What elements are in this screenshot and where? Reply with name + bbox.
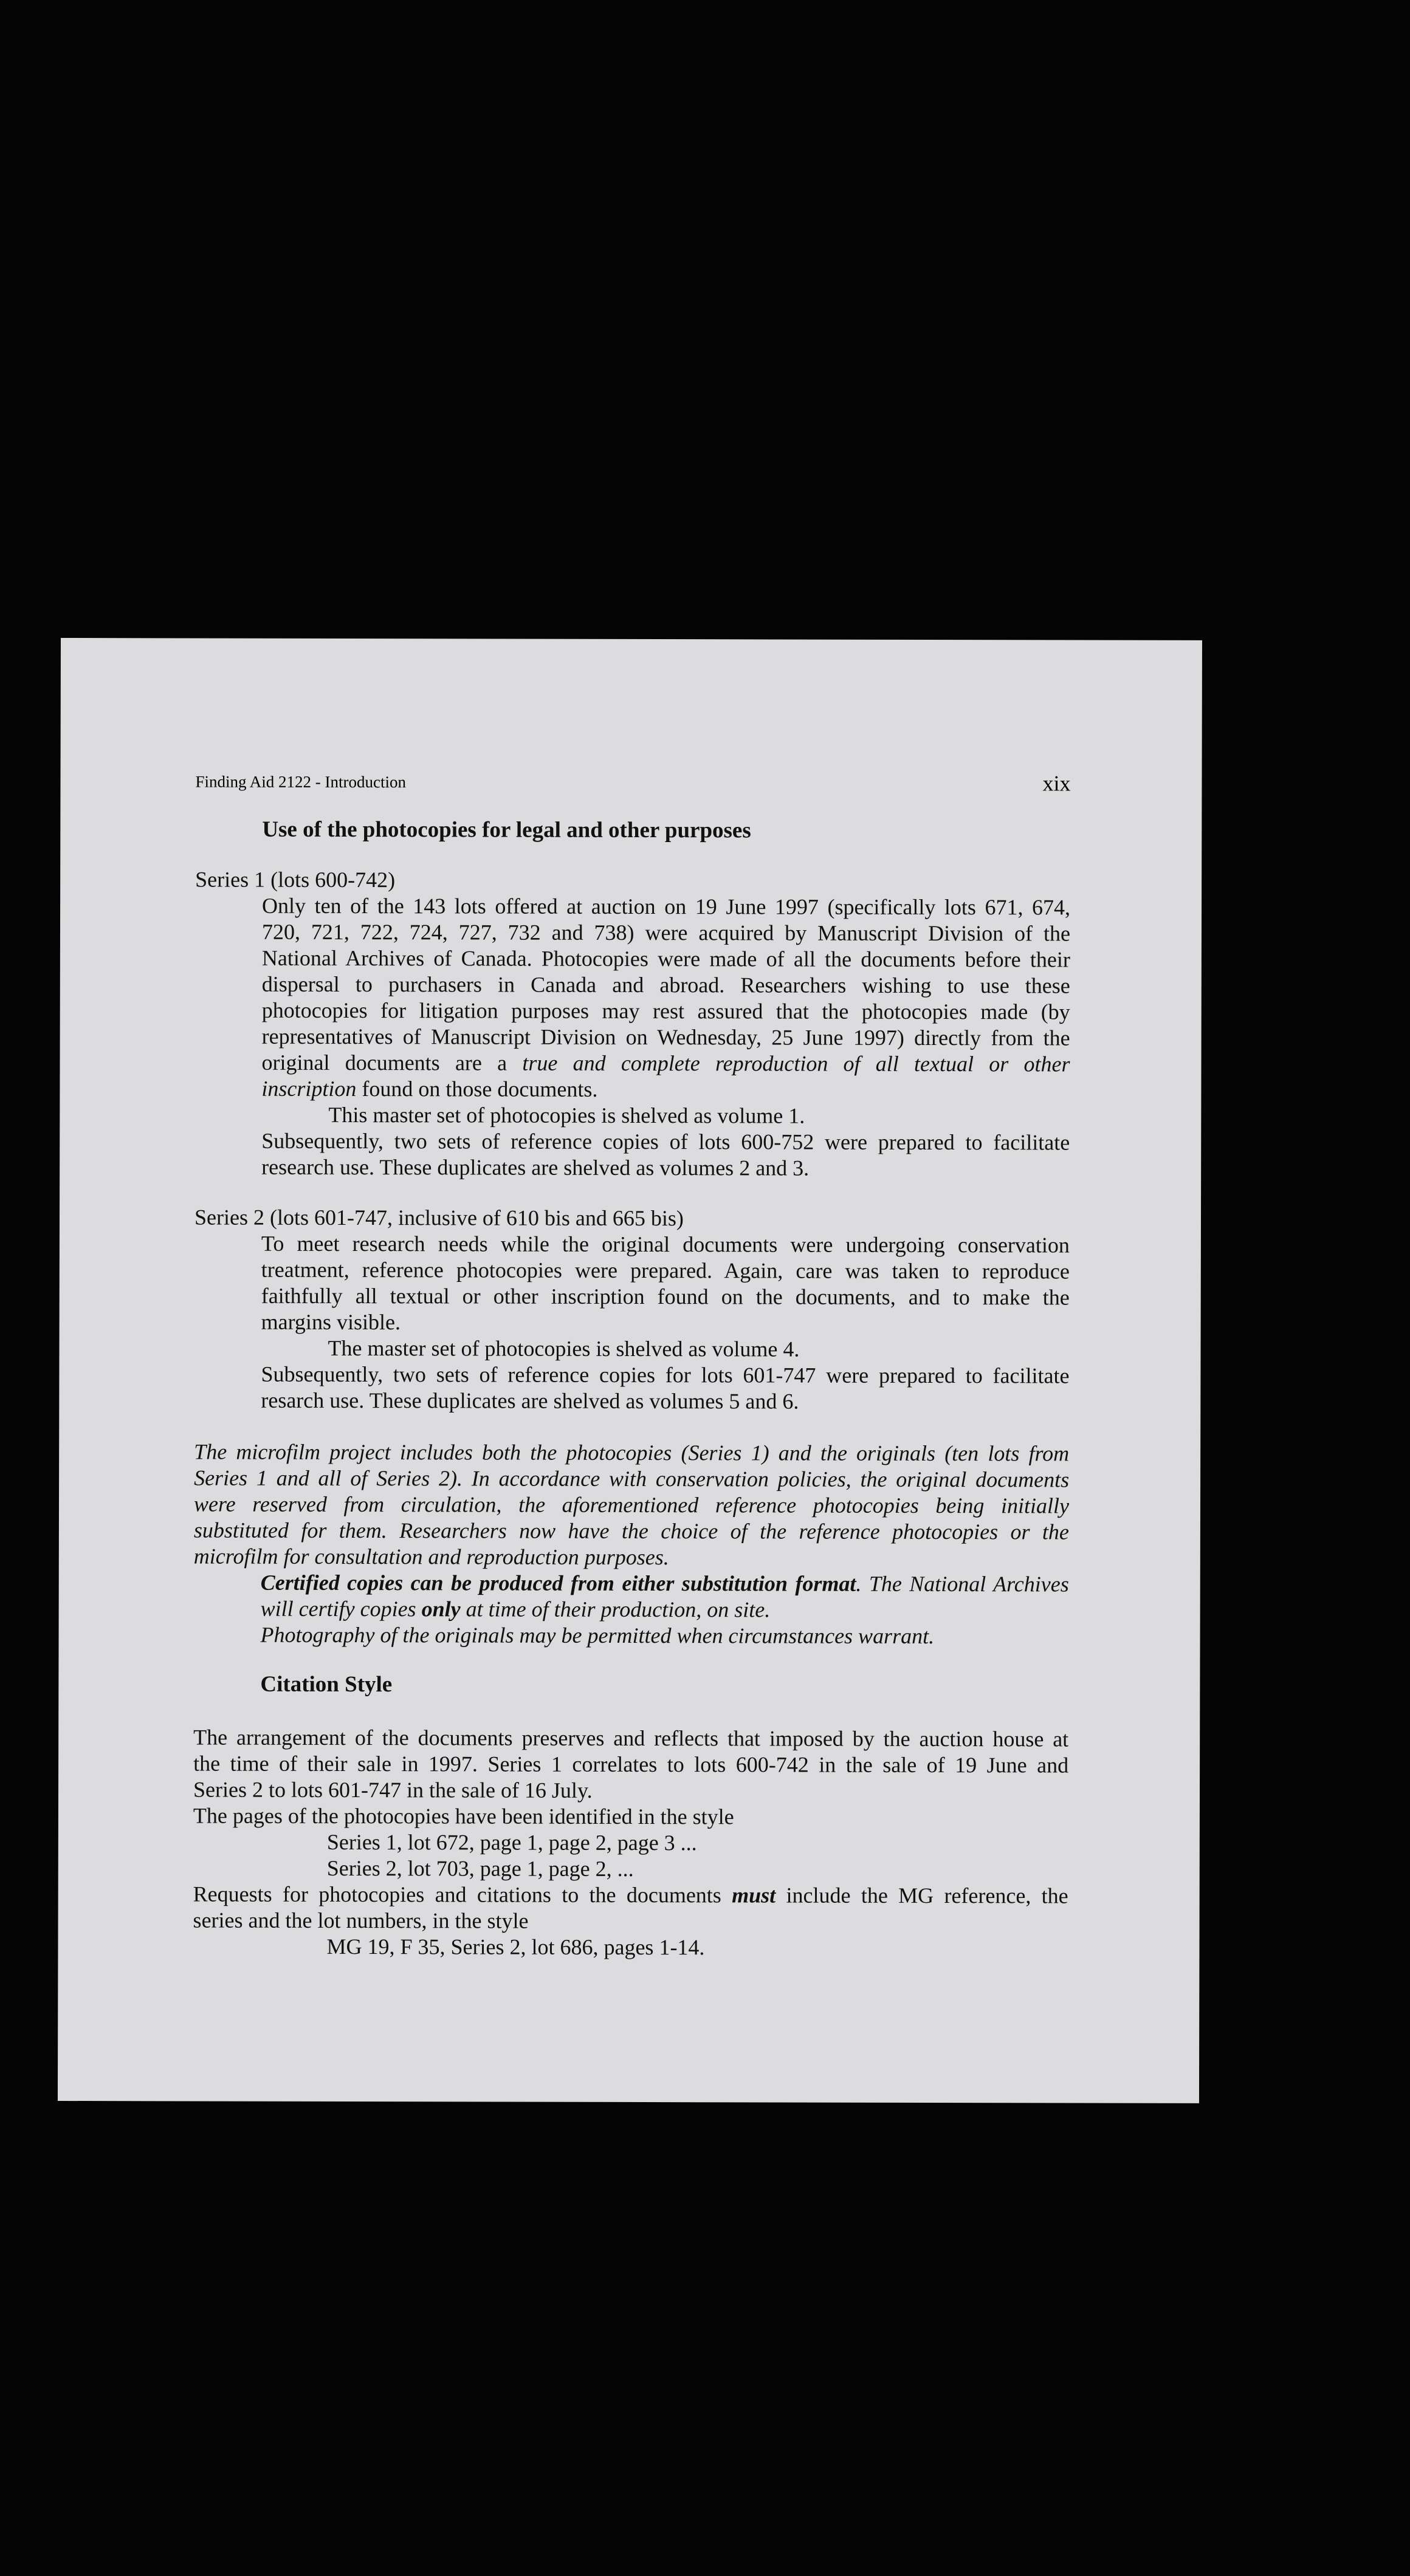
- request-text: include the MG reference, the: [776, 1883, 1068, 1908]
- series-2-subsequent: Subsequently, two sets of reference copies for lots 601-747 were prepared to facilitate: [261, 1362, 1070, 1388]
- microfilm-line: The microfilm project includes both the photocopies (Series 1) and the originals (ten lots from: [194, 1439, 1070, 1466]
- series-1-line: [261, 1050, 1070, 1078]
- citation-line: The pages of the photocopies have been identified in the style: [193, 1803, 734, 1829]
- citation-request: series and the lot numbers, in the style: [193, 1908, 529, 1933]
- series-1-line: [261, 1076, 1070, 1104]
- series-1-master: This master set of photocopies is shelved as volume 1.: [328, 1102, 805, 1128]
- section-heading: Use of the photocopies for legal and other purposes: [262, 817, 751, 843]
- series-1-line: Only ten of the 143 lots offered at auction on 19 June 1997 (specifically lots 671, 674,: [262, 893, 1071, 920]
- photography-line: Photography of the originals may be permitted when circumstances warrant.: [260, 1622, 935, 1649]
- citation-example: MG 19, F 35, Series 2, lot 686, pages 1-14.: [326, 1934, 705, 1960]
- citation-example: Series 2, lot 703, page 1, page 2, ...: [326, 1855, 634, 1881]
- series-1-subsequent: Subsequently, two sets of reference copies of lots 600-752 were prepared to facilitate: [261, 1128, 1070, 1155]
- series-1-line: 720, 721, 722, 724, 727, 732 and 738) were acquired by Manuscript Division of the: [261, 919, 1071, 946]
- series-2-label: Series 2 (lots 601-747, inclusive of 610 bis and 665 bis): [194, 1205, 684, 1231]
- certified-rest: . The National Archives: [856, 1571, 1069, 1597]
- page-header: [195, 769, 1070, 797]
- microfilm-line: Series 1 and all of Series 2). In accordance with conservation policies, the original documents: [194, 1465, 1070, 1492]
- page-number: xix: [1042, 771, 1071, 796]
- microfilm-line: microfilm for consultation and reproduction purposes.: [193, 1544, 669, 1570]
- certify-text: will certify copies: [260, 1596, 422, 1622]
- certify-line: [261, 1596, 1069, 1624]
- series-1-line: dispersal to purchasers in Canada and abroad. Researchers wishing to use these: [261, 971, 1070, 998]
- series-1-subsequent: research use. These duplicates are shelved as volumes 2 and 3.: [261, 1154, 810, 1180]
- series-1-line-italic: true and complete reproduction of all textual or other: [522, 1050, 1070, 1077]
- series-1-line: photocopies for litigation purposes may rest assured that the photocopies made (by: [261, 998, 1070, 1024]
- microfilm-line: were reserved from circulation, the aforementioned reference photocopies being initially: [193, 1492, 1070, 1518]
- citation-example: Series 1, lot 672, page 1, page 2, page 3 ...: [326, 1829, 697, 1855]
- series-1-line-text: found on those documents.: [356, 1077, 598, 1101]
- series-1-line: representatives of Manuscript Division on Wednesday, 25 June 1997) directly from the: [261, 1024, 1070, 1050]
- series-2-line: margins visible.: [261, 1309, 401, 1335]
- series-1-line: National Archives of Canada. Photocopies were made of all the documents before their: [261, 945, 1070, 972]
- certified-line: [261, 1570, 1069, 1598]
- series-2-line: To meet research needs while the original documents were undergoing conservation: [261, 1231, 1070, 1258]
- series-2-master: The master set of photocopies is shelved as volume 4.: [328, 1335, 800, 1362]
- request-text: Requests for photocopies and citations to the documents: [193, 1882, 732, 1908]
- series-2-subsequent: resarch use. These duplicates are shelved as volumes 5 and 6.: [261, 1388, 799, 1414]
- series-1-label: Series 1 (lots 600-742): [195, 867, 396, 892]
- header-title: Finding Aid 2122 - Introduction: [195, 772, 407, 792]
- series-2-line: faithfully all textual or other inscription found on the documents, and to make the: [261, 1283, 1070, 1310]
- certify-only: only: [421, 1597, 461, 1622]
- series-1-line-text: original documents are a: [261, 1050, 523, 1075]
- certify-text: at time of their production, on site.: [460, 1597, 771, 1622]
- series-1-line-italic: inscription: [261, 1076, 357, 1101]
- certified-bold: Certified copies can be produced from either substitution format: [260, 1570, 856, 1596]
- series-2-line: treatment, reference photocopies were prepared. Again, care was taken to reproduce: [261, 1257, 1070, 1284]
- citation-heading: Citation Style: [260, 1671, 393, 1697]
- citation-line: Series 2 to lots 601-747 in the sale of 16 July.: [193, 1777, 593, 1803]
- citation-line: the time of their sale in 1997. Series 1 correlates to lots 600-742 in the sale of 19 June and: [193, 1751, 1069, 1778]
- request-must: must: [732, 1883, 776, 1908]
- citation-request: [193, 1881, 1068, 1909]
- citation-line: The arrangement of the documents preserves and reflects that imposed by the auction house at: [193, 1725, 1069, 1752]
- microfilm-line: substituted for them. Researchers now have the choice of the reference photocopies or the: [193, 1518, 1069, 1544]
- document-page: [58, 638, 1202, 2103]
